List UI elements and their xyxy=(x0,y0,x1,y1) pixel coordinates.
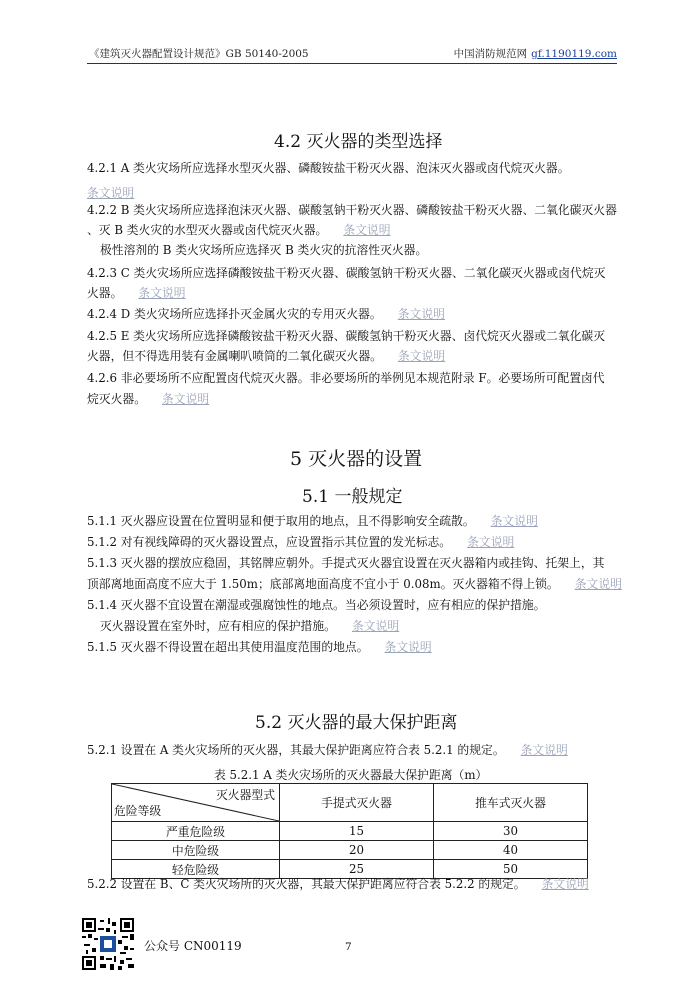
clause-5-1-4-line2-text: 灭火器设置在室外时，应有相应的保护措施。 xyxy=(100,619,336,633)
footer-account: 公众号 CN00119 xyxy=(144,939,242,953)
header-divider xyxy=(87,63,617,64)
clause-4-2-5-line2 xyxy=(87,351,445,363)
clause-5-1-1 xyxy=(87,516,538,528)
table-header-wheeled: 推车式灭火器 xyxy=(434,784,588,822)
clause-4-2-2-line3: 极性溶剂的 B 类火灾场所应选择灭 B 类火灾的抗溶性灭火器。 xyxy=(100,243,428,257)
note-link-4-2-4[interactable]: 条文说明 xyxy=(397,307,445,321)
table-row xyxy=(112,841,588,860)
clause-4-2-2-line2-text: 、灭 B 类火灾的水型灭火器或卤代烷灭火器。 xyxy=(87,223,328,237)
clause-4-2-4 xyxy=(87,309,445,321)
clause-5-2-2 xyxy=(87,879,589,891)
clause-4-2-2-line1: 4.2.2 B 类火灾场所应选择泡沫灭火器、碳酸氢钠干粉灭火器、磷酸铵盐干粉灭火器、二氧化碳灭火器 xyxy=(87,203,617,217)
table-cell-level: 轻危险级 xyxy=(112,860,280,879)
clause-5-1-5-text: 5.1.5 灭火器不得设置在超出其使用温度范围的地点。 xyxy=(87,640,369,654)
qr-code-icon xyxy=(82,918,134,970)
note-link-5-2-1[interactable]: 条文说明 xyxy=(520,743,568,757)
note-link-4-2-2[interactable]: 条文说明 xyxy=(343,223,391,237)
header-site xyxy=(454,46,617,61)
section-title-5-1: 5.1 一般规定 xyxy=(302,487,403,507)
table-corner-cell xyxy=(112,784,280,822)
clause-4-2-6-line2-text: 烷灭火器。 xyxy=(87,392,146,406)
note-link-4-2-3[interactable]: 条文说明 xyxy=(138,286,186,300)
header-document-title: 《建筑灭火器配置设计规范》GB 50140-2005 xyxy=(89,48,309,60)
note-link-5-1-3[interactable]: 条文说明 xyxy=(574,577,622,591)
clause-5-1-1-text: 5.1.1 灭火器应设置在位置明显和便于取用的地点，且不得影响安全疏散。 xyxy=(87,514,475,528)
table-header-row xyxy=(112,784,588,822)
clause-5-1-3-line1: 5.1.3 灭火器的摆放应稳固，其铭牌应朝外。手提式灭火器宜设置在灭火器箱内或挂钩、托架上，其 xyxy=(87,556,605,570)
table-cell-wheeled: 30 xyxy=(434,822,588,841)
clause-5-1-2 xyxy=(87,537,514,549)
note-link-4-2-6[interactable]: 条文说明 xyxy=(162,392,210,406)
note-link-5-1-5[interactable]: 条文说明 xyxy=(384,640,432,654)
table-cell-portable: 20 xyxy=(280,841,434,860)
clause-5-2-1 xyxy=(87,745,568,757)
clause-4-2-3-line2 xyxy=(87,288,186,300)
section-title-4-2: 4.2 灭火器的类型选择 xyxy=(274,132,443,152)
clause-5-1-5 xyxy=(87,642,432,654)
table-caption: 表 5.2.1 A 类火灾场所的灭火器最大保护距离（m） xyxy=(214,768,488,782)
clause-4-2-3-line2-text: 火器。 xyxy=(87,286,123,300)
table-cell-portable: 25 xyxy=(280,860,434,879)
chapter-title-5: 5 灭火器的设置 xyxy=(290,448,423,470)
clause-4-2-6-line1: 4.2.6 非必要场所不应配置卤代烷灭火器。非必要场所的举例见本规范附录 F。必要场所可配置卤代 xyxy=(87,371,605,385)
note-link-4-2-1[interactable]: 条文说明 xyxy=(87,186,135,200)
clause-4-2-4-text: 4.2.4 D 类火灾场所应选择扑灭金属火灾的专用灭火器。 xyxy=(87,307,382,321)
table-header-portable: 手提式灭火器 xyxy=(280,784,434,822)
clause-5-1-2-text: 5.1.2 对有视线障碍的灭火器设置点，应设置指示其位置的发光标志。 xyxy=(87,535,452,549)
clause-4-2-3-line1: 4.2.3 C 类火灾场所应选择磷酸铵盐干粉灭火器、碳酸氢钠干粉灭火器、二氧化碳灭火器或卤代烷灭 xyxy=(87,266,606,280)
clause-4-2-5-line2-text: 火器，但不得选用装有金属喇叭喷筒的二氧化碳灭火器。 xyxy=(87,349,382,363)
clause-4-2-1: 4.2.1 A 类火灾场所应选择水型灭火器、磷酸铵盐干粉灭火器、泡沫灭火器或卤代烷灭火器。 xyxy=(87,161,570,175)
clause-4-2-5-line1: 4.2.5 E 类火灾场所应选择磷酸铵盐干粉灭火器、碳酸氢钠干粉灭火器、卤代烷灭火器或二氧化碳灭 xyxy=(87,329,606,343)
table-cell-level: 中危险级 xyxy=(112,841,280,860)
clause-5-2-2-text: 5.2.2 设置在 B、C 类火灾场所的灭火器，其最大保护距离应符合表 5.2.2 的规定。 xyxy=(87,877,526,891)
note-link-5-1-2[interactable]: 条文说明 xyxy=(467,535,515,549)
header-site-link[interactable]: gf.1190119.com xyxy=(531,48,617,60)
clause-5-1-4-line1: 5.1.4 灭火器不宜设置在潮湿或强腐蚀性的地点。当必须设置时，应有相应的保护措施。 xyxy=(87,598,546,612)
table-row xyxy=(112,860,588,879)
max-distance-table xyxy=(111,783,588,879)
clause-4-2-6-line2 xyxy=(87,394,209,406)
clause-4-2-2-line2 xyxy=(87,225,391,237)
clause-5-1-4-line2 xyxy=(100,621,399,633)
header-site-name: 中国消防规范网 xyxy=(453,48,528,60)
clause-5-1-3-line2-text: 顶部离地面高度不应大于 1.50m；底部离地面高度不宜小于 0.08m。灭火器箱不得上锁。 xyxy=(87,577,559,591)
note-link-5-2-2[interactable]: 条文说明 xyxy=(541,877,589,891)
section-title-5-2: 5.2 灭火器的最大保护距离 xyxy=(255,713,458,733)
table-cell-portable: 15 xyxy=(280,822,434,841)
table-row xyxy=(112,822,588,841)
clause-5-2-1-text: 5.2.1 设置在 A 类火灾场所的灭火器，其最大保护距离应符合表 5.2.1 的规定。 xyxy=(87,743,505,757)
table-cell-wheeled: 50 xyxy=(434,860,588,879)
note-link-4-2-5[interactable]: 条文说明 xyxy=(397,349,446,363)
corner-top-label: 灭火器型式 xyxy=(216,788,275,802)
corner-bottom-label: 危险等级 xyxy=(114,804,162,818)
note-link-5-1-4[interactable]: 条文说明 xyxy=(351,619,400,633)
clause-5-1-3-line2 xyxy=(87,579,622,591)
page-number: 7 xyxy=(345,941,352,953)
note-link-5-1-1[interactable]: 条文说明 xyxy=(490,514,538,528)
table-cell-level: 严重危险级 xyxy=(112,822,280,841)
table-cell-wheeled: 40 xyxy=(434,841,588,860)
